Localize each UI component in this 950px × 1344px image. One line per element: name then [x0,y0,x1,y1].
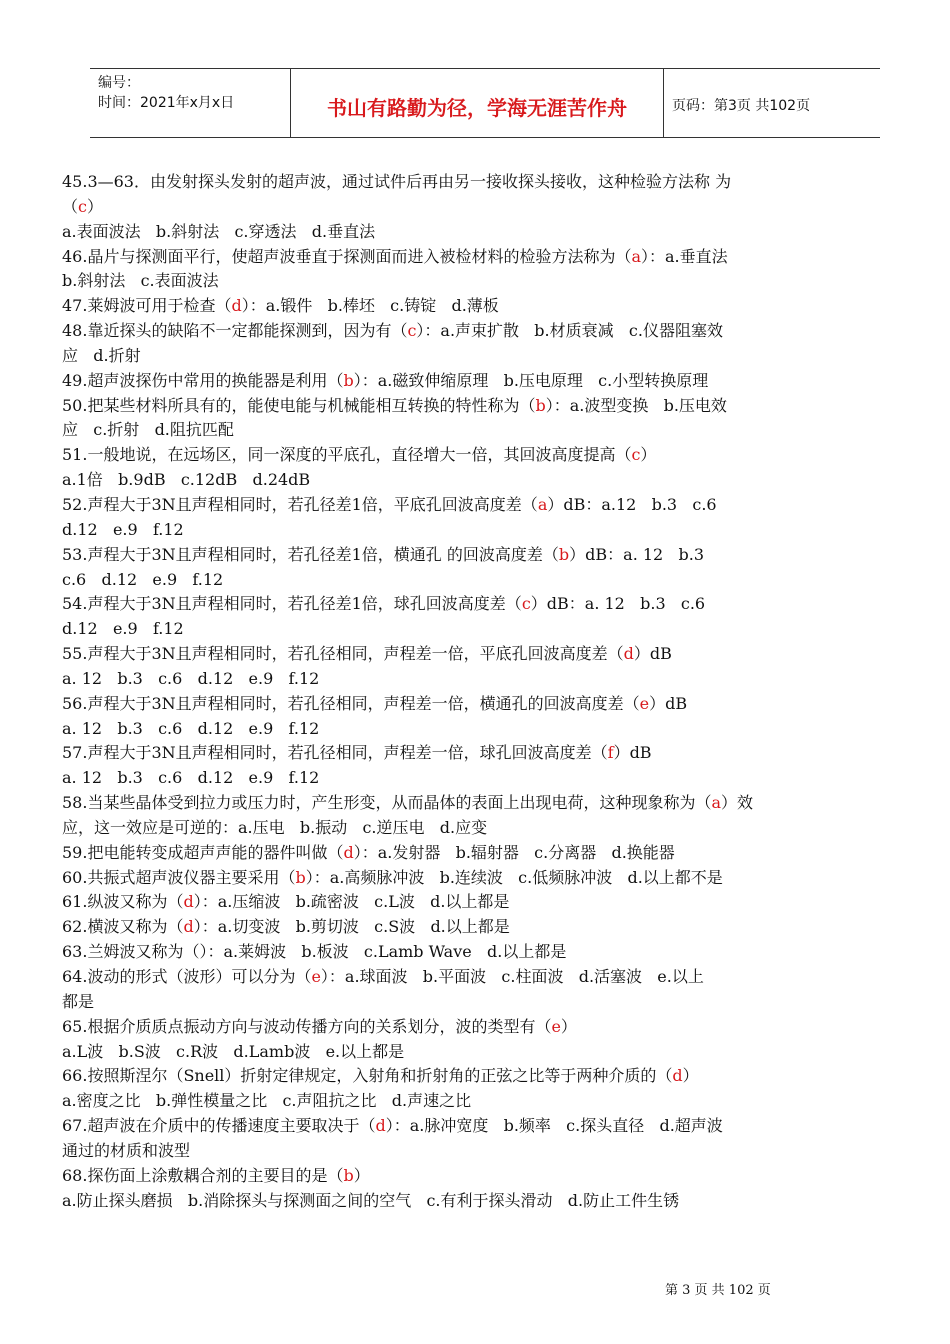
line-text: a. 12 b.3 c.6 d.12 e.9 f.12 [62,768,320,788]
text-line [62,195,900,220]
line-text: 66.按照斯涅尔（Snell）折射定律规定，入射角和折射角的正弦之比等于两种介质的（ [62,1066,673,1086]
answer-letter: f [607,743,614,763]
text-line [62,1164,900,1189]
text-line [62,1189,900,1214]
line-text: 通过的材质和波型 [62,1140,191,1160]
line-text: a.L波 b.S波 c.R波 d.Lamb波 e.以上都是 [62,1041,405,1061]
line-text: b.斜射法 c.表面波法 [62,271,219,291]
line-text: 60.共振式超声波仪器主要采用（ [62,867,296,887]
text-line [62,816,900,841]
line-text: ） [682,1066,699,1086]
answer-letter: d [672,1066,683,1086]
text-line [62,940,900,965]
line-text: c.6 d.12 e.9 f.12 [62,569,224,589]
line-text: a. 12 b.3 c.6 d.12 e.9 f.12 [62,718,320,738]
line-text: ）：a.切变波 b.剪切波 c.S波 d.以上都是 [193,917,510,937]
text-line [62,890,900,915]
page-footer: 第 3 页 共 102 页 [665,1283,771,1298]
line-text: ）dB：a. 12 b.3 [569,544,704,564]
text-line [62,493,900,518]
answer-letter: b [343,370,354,390]
text-line [62,220,900,245]
line-text: ）：a.高频脉冲波 b.连续波 c.低频脉冲波 d.以上都不是 [305,867,723,887]
text-line [62,1139,900,1164]
line-text: ）：a.垂直法 [641,246,728,266]
line-text: ） [353,1165,370,1185]
line-text: ）：a.球面波 b.平面波 c.柱面波 d.活塞波 e.以上 [320,967,704,986]
line-text: ） [640,445,657,465]
text-line [62,568,900,593]
text-line [62,369,900,394]
text-line [62,692,900,717]
line-text: ）：a.发射器 b.辐射器 c.分离器 d.换能器 [353,842,675,862]
line-text: 58.当某些晶体受到拉力或压力时，产生形变，从而晶体的表面上出现电荷，这种现象称为（ [62,793,712,813]
line-text: 47.莱姆波可用于检查（ [62,296,232,316]
text-line [62,543,900,568]
page-info-text: 页码：第3页 共102页 [672,98,811,114]
text-line [62,344,900,369]
text-line [62,319,900,344]
header-page-info [672,69,880,137]
line-text: 55.声程大于3N且声程相同时，若孔径相同，声程差一倍，平底孔回波高度差（ [62,644,624,664]
answer-letter: e [311,967,321,986]
line-text: 62.横波又称为（ [62,917,184,937]
line-text: a.密度之比 b.弹性模量之比 c.声阻抗之比 d.声速之比 [62,1091,472,1111]
answer-letter: c [407,321,417,341]
line-text: 50.把某些材料所具有的，能使电能与机械能相互转换的特性称为（ [62,395,536,415]
line-text: 应，这一效应是可逆的：a.压电 b.振动 c.逆压电 d.应变 [62,817,488,837]
line-text: ）dB：a.12 b.3 c.6 [547,494,717,514]
answer-letter: c [631,445,641,465]
line-text: d.12 e.9 f.12 [62,519,184,539]
text-line [62,1089,900,1114]
line-text: 67.超声波在介质中的传播速度主要取决于（ [62,1116,376,1136]
line-text: 应 d.折射 [62,345,141,365]
line-text: 49.超声波探伤中常用的换能器是利用（ [62,370,344,390]
question-list [62,170,900,1213]
line-text: a. 12 b.3 c.6 d.12 e.9 f.12 [62,668,320,688]
line-text: ）：a.脉冲宽度 b.频率 c.探头直径 d.超声波 [385,1116,723,1136]
text-line [62,841,900,866]
line-text: 57.声程大于3N且声程相同时，若孔径相同，声程差一倍，球孔回波高度差（ [62,743,608,763]
answer-letter: a [631,246,641,266]
answer-letter: c [78,196,87,216]
line-text: 63.兰姆波又称为（）：a.莱姆波 b.板波 c.Lamb Wave d.以上都是 [62,942,567,962]
answer-letter: b [343,1165,354,1185]
answer-letter: e [639,693,650,713]
text-line [62,1114,900,1139]
line-text: 64.波动的形式（波形）可以分为（ [62,967,312,986]
line-text: 46.晶片与探测面平行，使超声波垂直于探测面而进入被检材料的检验方法称为（ [62,246,632,266]
text-line [62,617,900,642]
line-text: ）：a.磁致伸缩原理 b.压电原理 c.小型转换原理 [353,370,709,390]
text-line [62,766,900,791]
header-meta [90,69,290,137]
text-line [62,245,900,270]
line-text: 应 c.折射 d.阻抗匹配 [62,420,234,440]
text-line [62,990,900,1015]
line-text: ）：a.锻件 b.棒坯 c.铸锭 d.薄板 [241,296,499,316]
text-line [62,717,900,742]
text-line [62,1040,900,1065]
text-line [62,791,900,816]
line-text: ）效 [721,793,754,813]
answer-letter: d [183,917,194,937]
line-text: 48.靠近探头的缺陷不一定都能探测到，因为有（ [62,321,408,341]
answer-letter: a [711,793,721,813]
document-number-label: 编号： [98,75,140,91]
line-text: 53.声程大于3N且声程相同时，若孔径差1倍，横通孔 的回波高度差（ [62,544,559,564]
text-line [62,1015,900,1040]
line-text: ）dB [613,743,652,763]
text-line [62,1064,900,1089]
text-line [62,170,900,195]
answer-letter: b [558,544,570,564]
text-line [62,294,900,319]
line-text: 59.把电能转变成超声声能的器件叫做（ [62,842,344,862]
line-text: ） [560,1016,577,1036]
text-line [62,965,900,990]
page-header [90,68,880,138]
line-text: a.表面波法 b.斜射法 c.穿透法 d.垂直法 [62,221,376,241]
text-line [62,915,900,940]
line-text: 65.根据介质质点振动方向与波动传播方向的关系划分，波的类型有（ [62,1016,552,1036]
answer-letter: d [623,644,634,664]
line-text: d.12 e.9 f.12 [62,619,184,639]
text-line [62,418,900,443]
line-text: ）dB [649,693,688,713]
header-motto [290,69,664,137]
answer-letter: a [537,494,548,514]
line-text: 51.一般地说，在远场区，同一深度的平底孔，直径增大一倍，其回波高度提高（ [62,445,632,465]
answer-letter: b [295,867,306,887]
line-text: ） [86,196,103,216]
document-time-label: 时间：2021年x月x日 [98,95,235,111]
line-text: ）：a.压缩波 b.疏密波 c.L波 d.以上都是 [193,892,510,912]
answer-letter: e [551,1016,561,1036]
motto-text: 书山有路勤为径，学海无涯苦作舟 [327,95,627,120]
line-text: 68.探伤面上涂敷耦合剂的主要目的是（ [62,1165,344,1185]
answer-letter: d [375,1116,386,1136]
text-line [62,269,900,294]
line-text: a.1倍 b.9dB c.12dB d.24dB [62,470,311,490]
line-text: a.防止探头磨损 b.消除探头与探测面之间的空气 c.有利于探头滑动 d.防止工件生锈 [62,1190,680,1210]
text-line [62,443,900,468]
text-line [62,667,900,692]
answer-letter: b [535,395,546,415]
line-text: ）dB：a. 12 b.3 c.6 [530,594,706,614]
text-line [62,642,900,667]
answer-letter: d [183,892,194,912]
line-text: 54.声程大于3N且声程相同时，若孔径差1倍，球孔回波高度差（ [62,594,522,614]
text-line [62,741,900,766]
line-text: 45.3—63．由发射探头发射的超声波，通过试件后再由另一接收探头接收，这种检验方法称 为 [62,172,732,191]
text-line [62,468,900,493]
text-line [62,592,900,617]
line-text: 52.声程大于3N且声程相同时，若孔径差1倍，平底孔回波高度差（ [62,494,538,514]
text-line [62,394,900,419]
line-text: ）dB [633,644,672,664]
answer-letter: d [343,842,354,862]
text-line [62,518,900,543]
answer-letter: c [521,594,531,614]
line-text: ）：a.声束扩散 b.材质衰减 c.仪器阻塞效 [416,321,723,341]
line-text: ）：a.波型变换 b.压电效 [545,395,727,415]
line-text: 都是 [62,991,95,1011]
answer-letter: d [231,296,242,316]
line-text: 56.声程大于3N且声程相同时，若孔径相同，声程差一倍，横通孔的回波高度差（ [62,693,640,713]
line-text: （ [62,196,79,216]
text-line [62,866,900,891]
line-text: 61.纵波又称为（ [62,892,184,912]
